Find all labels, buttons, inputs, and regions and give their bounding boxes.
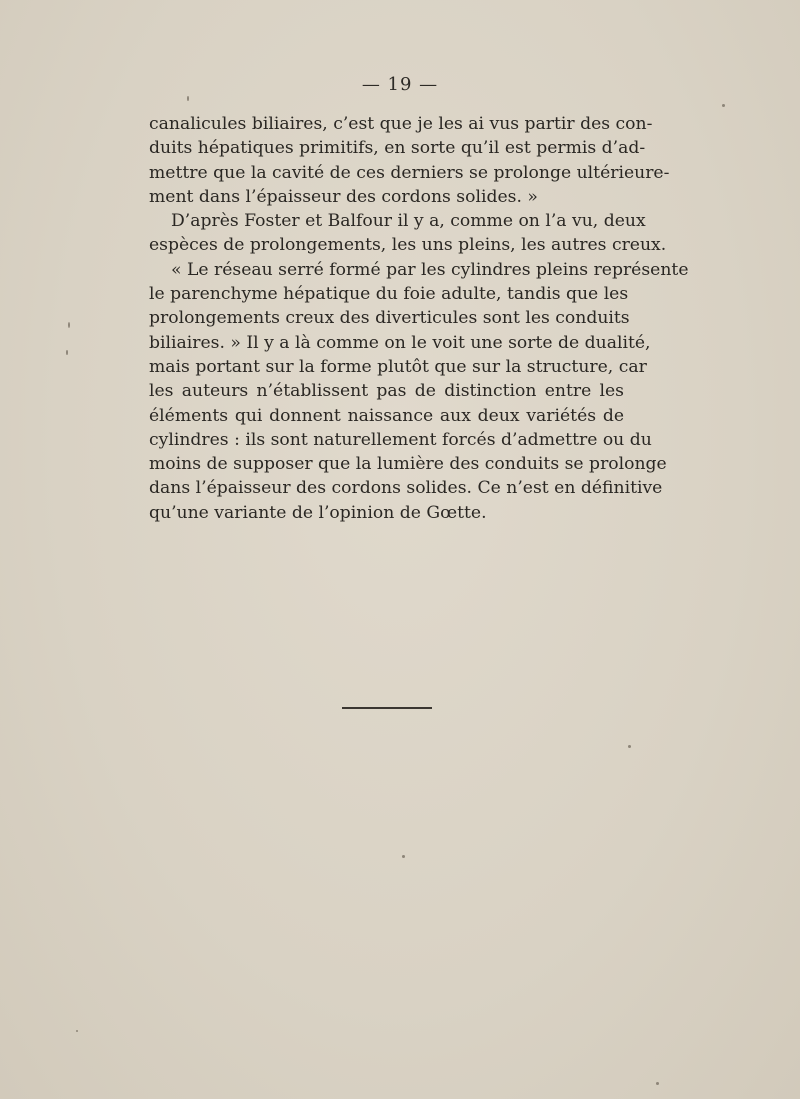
text-line: cylindres : ils sont naturellement forcés d’admettre ou du: [149, 429, 652, 450]
end-rule: [342, 707, 432, 709]
text-line: prolongements creux des diverticules sont les conduits: [149, 308, 630, 329]
paper-speck: [722, 104, 725, 107]
text-line: mettre que la cavité de ces derniers se prolonge ultérieure-: [149, 162, 670, 183]
paper-speck: [68, 322, 70, 328]
paper-speck: [402, 855, 405, 858]
text-line: « Le réseau serré formé par les cylindres pleins représente: [171, 259, 689, 280]
text-line: les auteurs n’établissent pas de distinction entre les: [149, 381, 624, 402]
paper-speck: [628, 745, 631, 748]
text-line: le parenchyme hépatique du foie adulte, tandis que les: [149, 284, 629, 305]
text-line: duits hépatiques primitifs, en sorte qu’il est permis d’ad-: [149, 138, 646, 159]
paper-speck: [66, 350, 68, 355]
paper-speck: [187, 96, 189, 101]
text-line: D’après Foster et Balfour il y a, comme on l’a vu, deux: [171, 211, 646, 232]
text-line: moins de supposer que la lumière des conduits se prolonge: [149, 454, 667, 475]
text-line: qu’une variante de l’opinion de Gœtte.: [149, 502, 487, 523]
text-line: canalicules biliaires, c’est que je les ai vus partir des con-: [149, 114, 653, 134]
text-line: espèces de prolongements, les uns pleins, les autres creux.: [149, 235, 667, 256]
text-line: ment dans l’épaisseur des cordons solides. »: [149, 186, 538, 207]
text-line: éléments qui donnent naissance aux deux variétés de: [149, 405, 624, 426]
body-text: [149, 112, 689, 525]
paper-speck: [656, 1082, 659, 1085]
paper-speck: [76, 1030, 78, 1032]
text-line: biliaires. » Il y a là comme on le voit une sorte de dualité,: [149, 332, 651, 353]
text-line: mais portant sur la forme plutôt que sur la structure, car: [149, 356, 647, 377]
page-number: — 19 —: [361, 74, 439, 95]
text-line: dans l’épaisseur des cordons solides. Ce n’est en définitive: [149, 478, 663, 499]
